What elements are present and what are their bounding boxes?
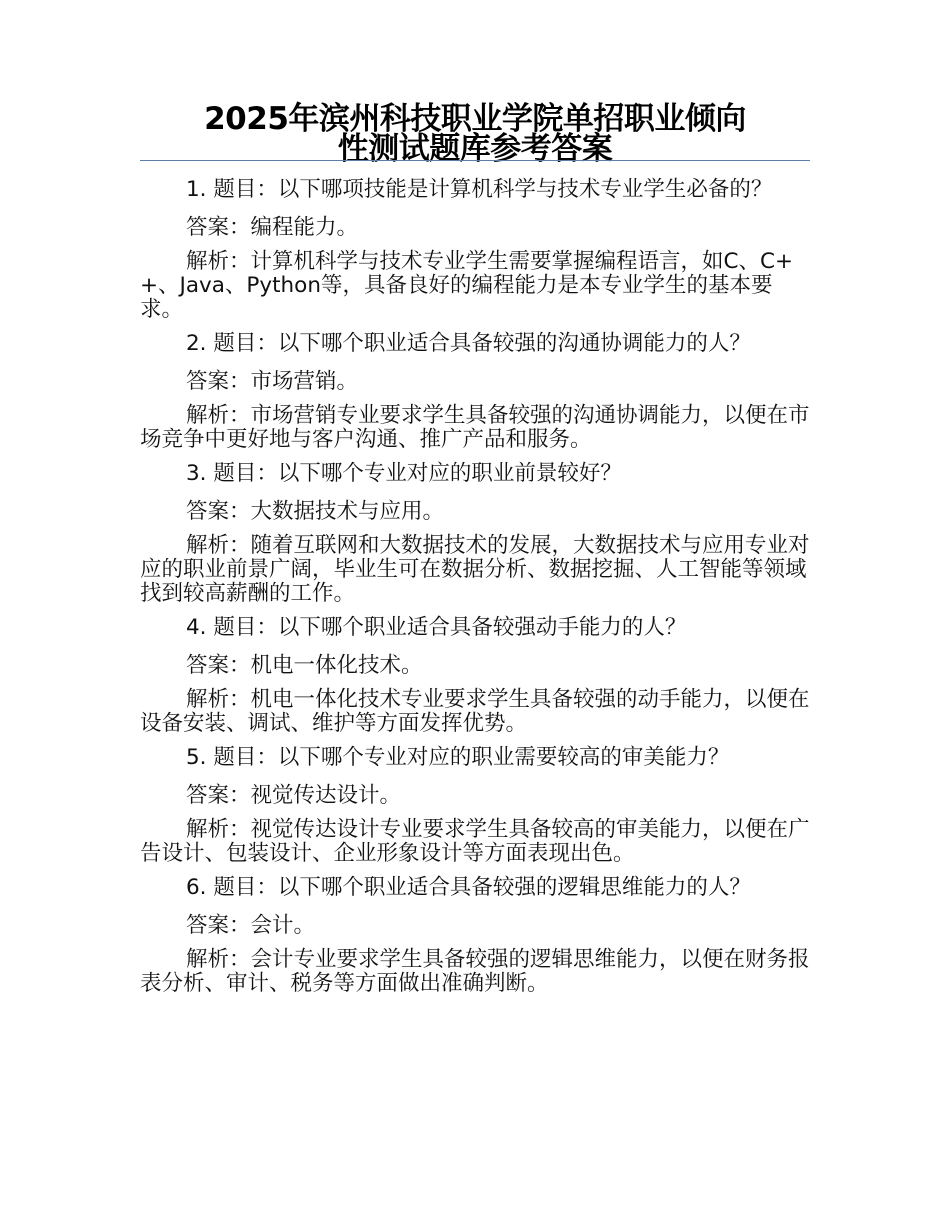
analysis-4: 解析：机电一体化技术专业要求学生具备较强的动手能力，以便在设备安装、调试、维护等方面发挥优势。 [140,687,810,736]
analysis-2: 解析：市场营销专业要求学生具备较强的沟通协调能力，以便在市场竞争中更好地与客户沟通、推广产品和服务。 [140,403,810,452]
analysis-6: 解析：会计专业要求学生具备较强的逻辑思维能力，以便在财务报表分析、审计、税务等方面做出准确判断。 [140,947,810,996]
document-body [140,178,810,1006]
answer-5: 答案：视觉传达设计。 [186,783,402,808]
question-6: 6. 题目：以下哪个职业适合具备较强的逻辑思维能力的人？ [186,875,751,900]
answer-1: 答案：编程能力。 [186,215,359,240]
document-title [140,101,810,167]
title-divider [140,160,810,161]
answer-4: 答案：机电一体化技术。 [186,653,423,678]
question-1: 1. 题目：以下哪项技能是计算机科学与技术专业学生必备的？ [186,177,773,202]
document-title-line-1: 2025年滨州科技职业学院单招职业倾向 [204,101,746,137]
answer-2: 答案：市场营销。 [186,369,359,394]
question-4: 4. 题目：以下哪个职业适合具备较强动手能力的人？ [186,615,687,640]
question-5: 5. 题目：以下哪个专业对应的职业需要较高的审美能力？ [186,745,730,770]
answer-6: 答案：会计。 [186,913,316,938]
document-title-line-2: 性测试题库参考答案 [337,131,613,167]
question-2: 2. 题目：以下哪个职业适合具备较强的沟通协调能力的人？ [186,331,751,356]
analysis-1: 解析：计算机科学与技术专业学生需要掌握编程语言，如C、C++、Java、Python等，具备良好的编程能力是本专业学生的基本要求。 [140,249,794,322]
answer-3: 答案：大数据技术与应用。 [186,499,445,524]
analysis-5: 解析：视觉传达设计专业要求学生具备较高的审美能力，以便在广告设计、包装设计、企业形象设计等方面表现出色。 [140,817,810,866]
question-3: 3. 题目：以下哪个专业对应的职业前景较好？ [186,461,622,486]
analysis-3: 解析：随着互联网和大数据技术的发展，大数据技术与应用专业对应的职业前景广阔，毕业生可在数据分析、数据挖掘、人工智能等领域找到较高薪酬的工作。 [140,533,810,606]
